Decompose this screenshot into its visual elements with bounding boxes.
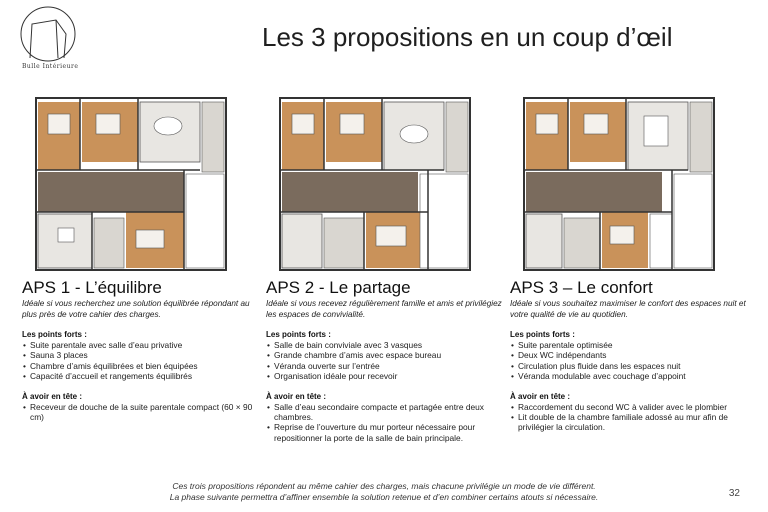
notes-heading: À avoir en tête :: [22, 391, 83, 401]
notes-list: [510, 402, 746, 433]
brand-name: Bulle Intérieure: [22, 63, 79, 70]
strength-item: • Chambre d’amis équilibrées et bien équipées: [22, 361, 258, 371]
strengths-heading: Les points forts :: [266, 330, 331, 339]
floor-plan-aps1: [28, 92, 234, 274]
notes-list: [266, 402, 502, 444]
proposal-title: APS 2 - Le partage: [266, 278, 411, 297]
strength-item: • Deux WC indépendants: [510, 350, 746, 360]
strength-item: • Suite parentale avec salle d’eau privative: [22, 340, 258, 350]
proposal-column-3: [510, 92, 746, 433]
strength-item: • Salle de bain conviviale avec 3 vasques: [266, 340, 502, 350]
notes-heading: À avoir en tête :: [266, 391, 327, 401]
floor-plan-aps2: [272, 92, 478, 274]
footer-line-1: Ces trois propositions répondent au même cahier des charges, mais chacune privilégie un mode de vie différent.: [172, 481, 596, 491]
proposal-column-2: [266, 92, 502, 443]
strength-item: • Circulation plus fluide dans les espaces nuit: [510, 361, 746, 371]
strengths-list: [510, 340, 746, 382]
strength-item: • Capacité d’accueil et rangements équilibrés: [22, 371, 258, 381]
page-number: 32: [728, 488, 740, 499]
notes-heading: À avoir en tête :: [510, 391, 571, 401]
proposal-title: APS 3 – Le confort: [510, 278, 653, 297]
note-item: • Reprise de l’ouverture du mur porteur nécessaire pour repositionner la porte de la salle de bain principale.: [266, 422, 502, 443]
page-title: Les 3 propositions en un coup d’œil: [262, 22, 673, 52]
proposal-intro: Idéale si vous recevez régulièrement famille et amis et privilégiez les espaces de convivialité.: [266, 299, 502, 319]
note-item: • Receveur de douche de la suite parentale compact (60 × 90 cm): [22, 402, 258, 423]
strength-item: • Grande chambre d’amis avec espace bureau: [266, 350, 502, 360]
footer-line-2: La phase suivante permettra d’affiner ensemble la solution retenue et d’en combiner certains atouts si nécessaire.: [169, 492, 599, 502]
proposal-column-1: [22, 92, 258, 422]
strengths-heading: Les points forts :: [510, 330, 575, 339]
proposal-title: APS 1 - L’équilibre: [22, 278, 162, 297]
notes-list: [22, 402, 258, 423]
note-item: • Raccordement du second WC à valider avec le plombier: [510, 402, 746, 412]
proposal-intro: Idéale si vous recherchez une solution équilibrée répondant au plus près de votre cahier des charges.: [22, 299, 250, 319]
floor-plan-aps3: [516, 92, 722, 274]
strengths-list: [22, 340, 258, 382]
strength-item: • Suite parentale optimisée: [510, 340, 746, 350]
note-item: • Lit double de la chambre familiale adossé au mur afin de privilégier la circulation.: [510, 412, 746, 433]
strength-item: • Sauna 3 places: [22, 350, 258, 360]
strength-item: • Organisation idéale pour recevoir: [266, 371, 502, 381]
footer-note: [0, 481, 768, 503]
strengths-list: [266, 340, 502, 382]
strengths-heading: Les points forts :: [22, 330, 87, 339]
strength-item: • Véranda ouverte sur l’entrée: [266, 361, 502, 371]
proposal-intro: Idéale si vous souhaitez maximiser le confort des espaces nuit et votre qualité de vie au quotidien.: [510, 299, 746, 319]
strength-item: • Véranda modulable avec couchage d’appoint: [510, 371, 746, 381]
note-item: • Salle d’eau secondaire compacte et partagée entre deux chambres.: [266, 402, 502, 423]
